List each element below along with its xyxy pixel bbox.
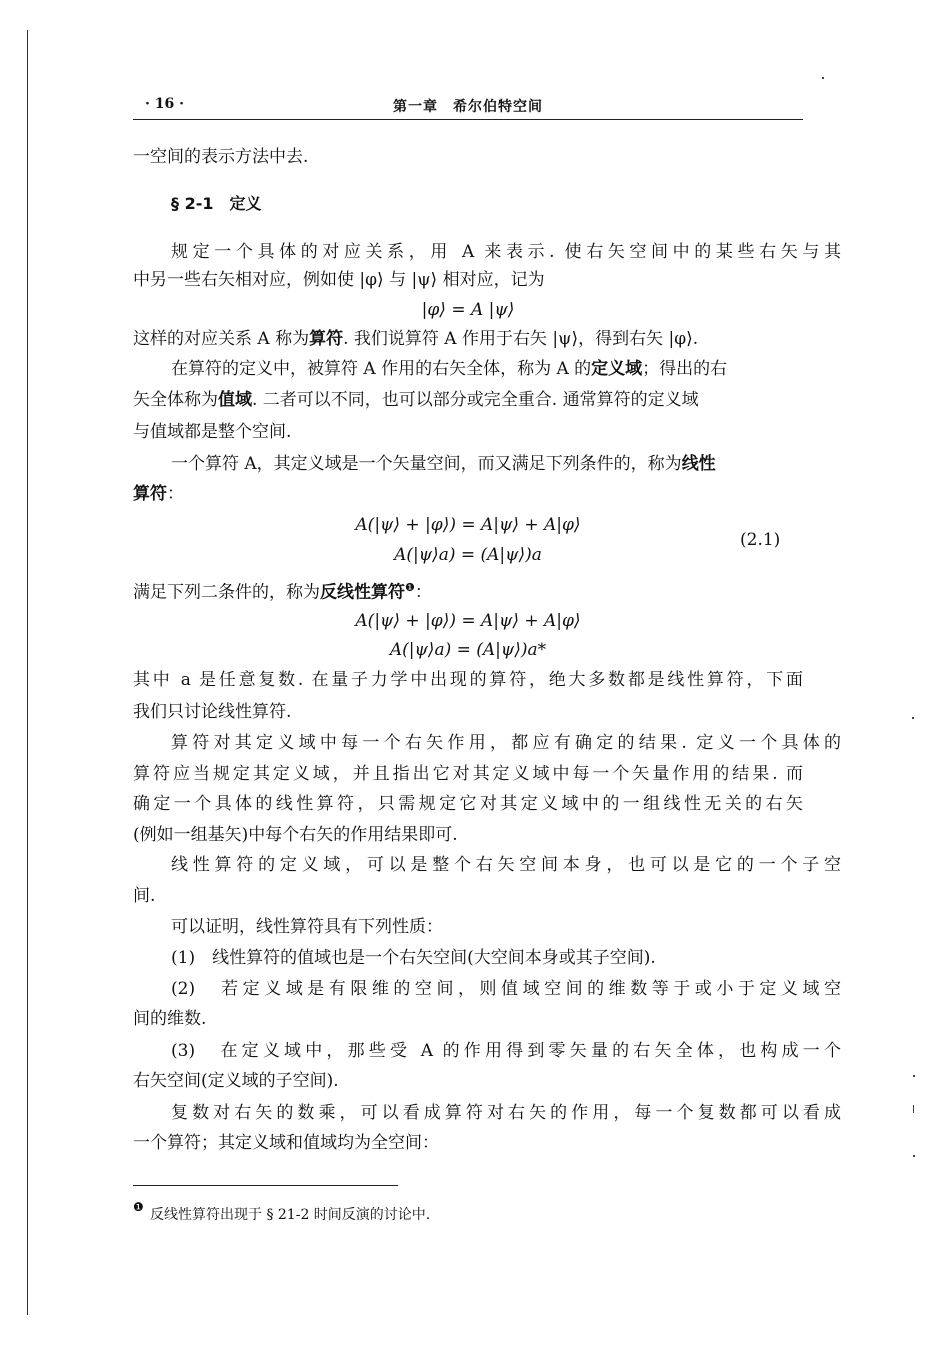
text-line: 算符对其定义域中每一个右矢作用，都应有确定的结果. 定义一个具体的 bbox=[171, 733, 841, 753]
text-line bbox=[133, 327, 803, 351]
list-item: (2) 若定义域是有限维的空间，则值域空间的维数等于或小于定义域空 bbox=[171, 979, 841, 999]
text-span: ： bbox=[414, 582, 432, 603]
term-bold: 值域 bbox=[218, 390, 252, 410]
equation-number: (2.1) bbox=[740, 530, 781, 550]
text-line: 复数对右矢的数乘，可以看成算符对右矢的作用，每一个复数都可以看成 bbox=[171, 1103, 841, 1123]
footnote-text: 反线性算符出现于 § 21-2 时间反演的讨论中. bbox=[150, 1207, 431, 1223]
text-line bbox=[133, 482, 803, 506]
scan-speck bbox=[913, 1075, 915, 1077]
text-line: 中另一些右矢相对应，例如使 |φ⟩ 与 |ψ⟩ 相对应，记为 bbox=[133, 270, 545, 290]
list-item-cont: 右矢空间(定义域的子空间). bbox=[133, 1071, 339, 1091]
equation: A(|ψ⟩ + |φ⟩) = A|ψ⟩ + A|φ⟩ bbox=[355, 515, 581, 535]
text-span: 在算符的定义中，被算符 A 作用的右矢全体，称为 A 的 bbox=[171, 359, 592, 379]
text-line bbox=[133, 357, 841, 381]
footnote-marker: ❶ bbox=[133, 1200, 144, 1214]
equation: |φ⟩ = A |ψ⟩ bbox=[421, 300, 515, 320]
text-line: 算符应当规定其定义域，并且指出它对其定义域中每一个矢量作用的结果. 而 bbox=[133, 764, 803, 784]
text-span: . 我们说算符 A 作用于右矢 |ψ⟩，得到右矢 |φ⟩. bbox=[343, 329, 699, 349]
list-item: (1) 线性算符的值域也是一个右矢空间(大空间本身或其子空间). bbox=[171, 948, 656, 968]
text-line: 规定一个具体的对应关系，用 A 来表示. 使右矢空间中的某些右矢与其 bbox=[171, 242, 841, 262]
text-line: 一空间的表示方法中去. bbox=[133, 147, 309, 167]
term-bold: 算符 bbox=[133, 484, 167, 504]
term-bold: 线性 bbox=[681, 454, 716, 474]
text-span: ；得出的右 bbox=[642, 359, 728, 379]
list-item: (3) 在定义域中，那些受 A 的作用得到零矢量的右矢全体，也构成一个 bbox=[171, 1041, 841, 1061]
footnote-marker: ❶ bbox=[405, 581, 415, 594]
header-rule bbox=[133, 119, 803, 120]
text-span: 满足下列二条件的，称为 bbox=[133, 582, 320, 603]
text-line: (例如一组基矢)中每个右矢的作用结果即可. bbox=[133, 825, 458, 845]
equation: A(|ψ⟩a) = (A|ψ⟩)a bbox=[394, 545, 542, 565]
chapter-title: 第一章 希尔伯特空间 bbox=[393, 99, 543, 115]
text-line: 线性算符的定义域，可以是整个右矢空间本身，也可以是它的一个子空 bbox=[171, 855, 841, 875]
scan-speck bbox=[913, 1155, 915, 1157]
text-line bbox=[133, 388, 803, 412]
text-line: 其中 a 是任意复数. 在量子力学中出现的算符，绝大多数都是线性算符，下面 bbox=[133, 670, 803, 690]
list-item-cont: 间的维数. bbox=[133, 1009, 207, 1029]
text-span: ： bbox=[167, 484, 184, 504]
text-line: 一个算符；其定义域和值域均为全空间： bbox=[133, 1133, 439, 1153]
running-header bbox=[133, 96, 803, 120]
text-line bbox=[133, 452, 841, 476]
text-line: 与值域都是整个空间. bbox=[133, 422, 292, 442]
footnote-rule bbox=[133, 1185, 398, 1186]
text-span: 这样的对应关系 A 称为 bbox=[133, 329, 310, 349]
text-line bbox=[133, 576, 803, 605]
text-span: 矢全体称为 bbox=[133, 390, 218, 410]
text-line: 确定一个具体的线性算符，只需规定它对其定义域中的一组线性无关的右矢 bbox=[133, 794, 803, 814]
page-number: · 16 · bbox=[145, 96, 184, 112]
term-bold: 算符 bbox=[309, 329, 344, 349]
term-bold: 定义域 bbox=[591, 359, 643, 379]
text-span: . 二者可以不同，也可以部分或完全重合. 通常算符的定义域 bbox=[252, 390, 699, 410]
text-line: 间. bbox=[133, 886, 156, 906]
term-bold: 反线性算符 bbox=[320, 582, 405, 603]
text-line: 我们只讨论线性算符. bbox=[133, 702, 292, 722]
text-span: 一个算符 A，其定义域是一个矢量空间，而又满足下列条件的，称为 bbox=[171, 454, 682, 474]
scan-speck bbox=[822, 77, 824, 79]
text-line: 可以证明，线性算符具有下列性质： bbox=[171, 917, 443, 937]
equation: A(|ψ⟩a) = (A|ψ⟩)a* bbox=[389, 640, 547, 660]
scan-speck bbox=[912, 717, 914, 719]
section-heading: § 2-1 定义 bbox=[171, 194, 262, 213]
page-edge-line bbox=[27, 30, 28, 1315]
equation: A(|ψ⟩ + |φ⟩) = A|ψ⟩ + A|φ⟩ bbox=[355, 611, 581, 631]
scan-speck bbox=[913, 1105, 914, 1113]
